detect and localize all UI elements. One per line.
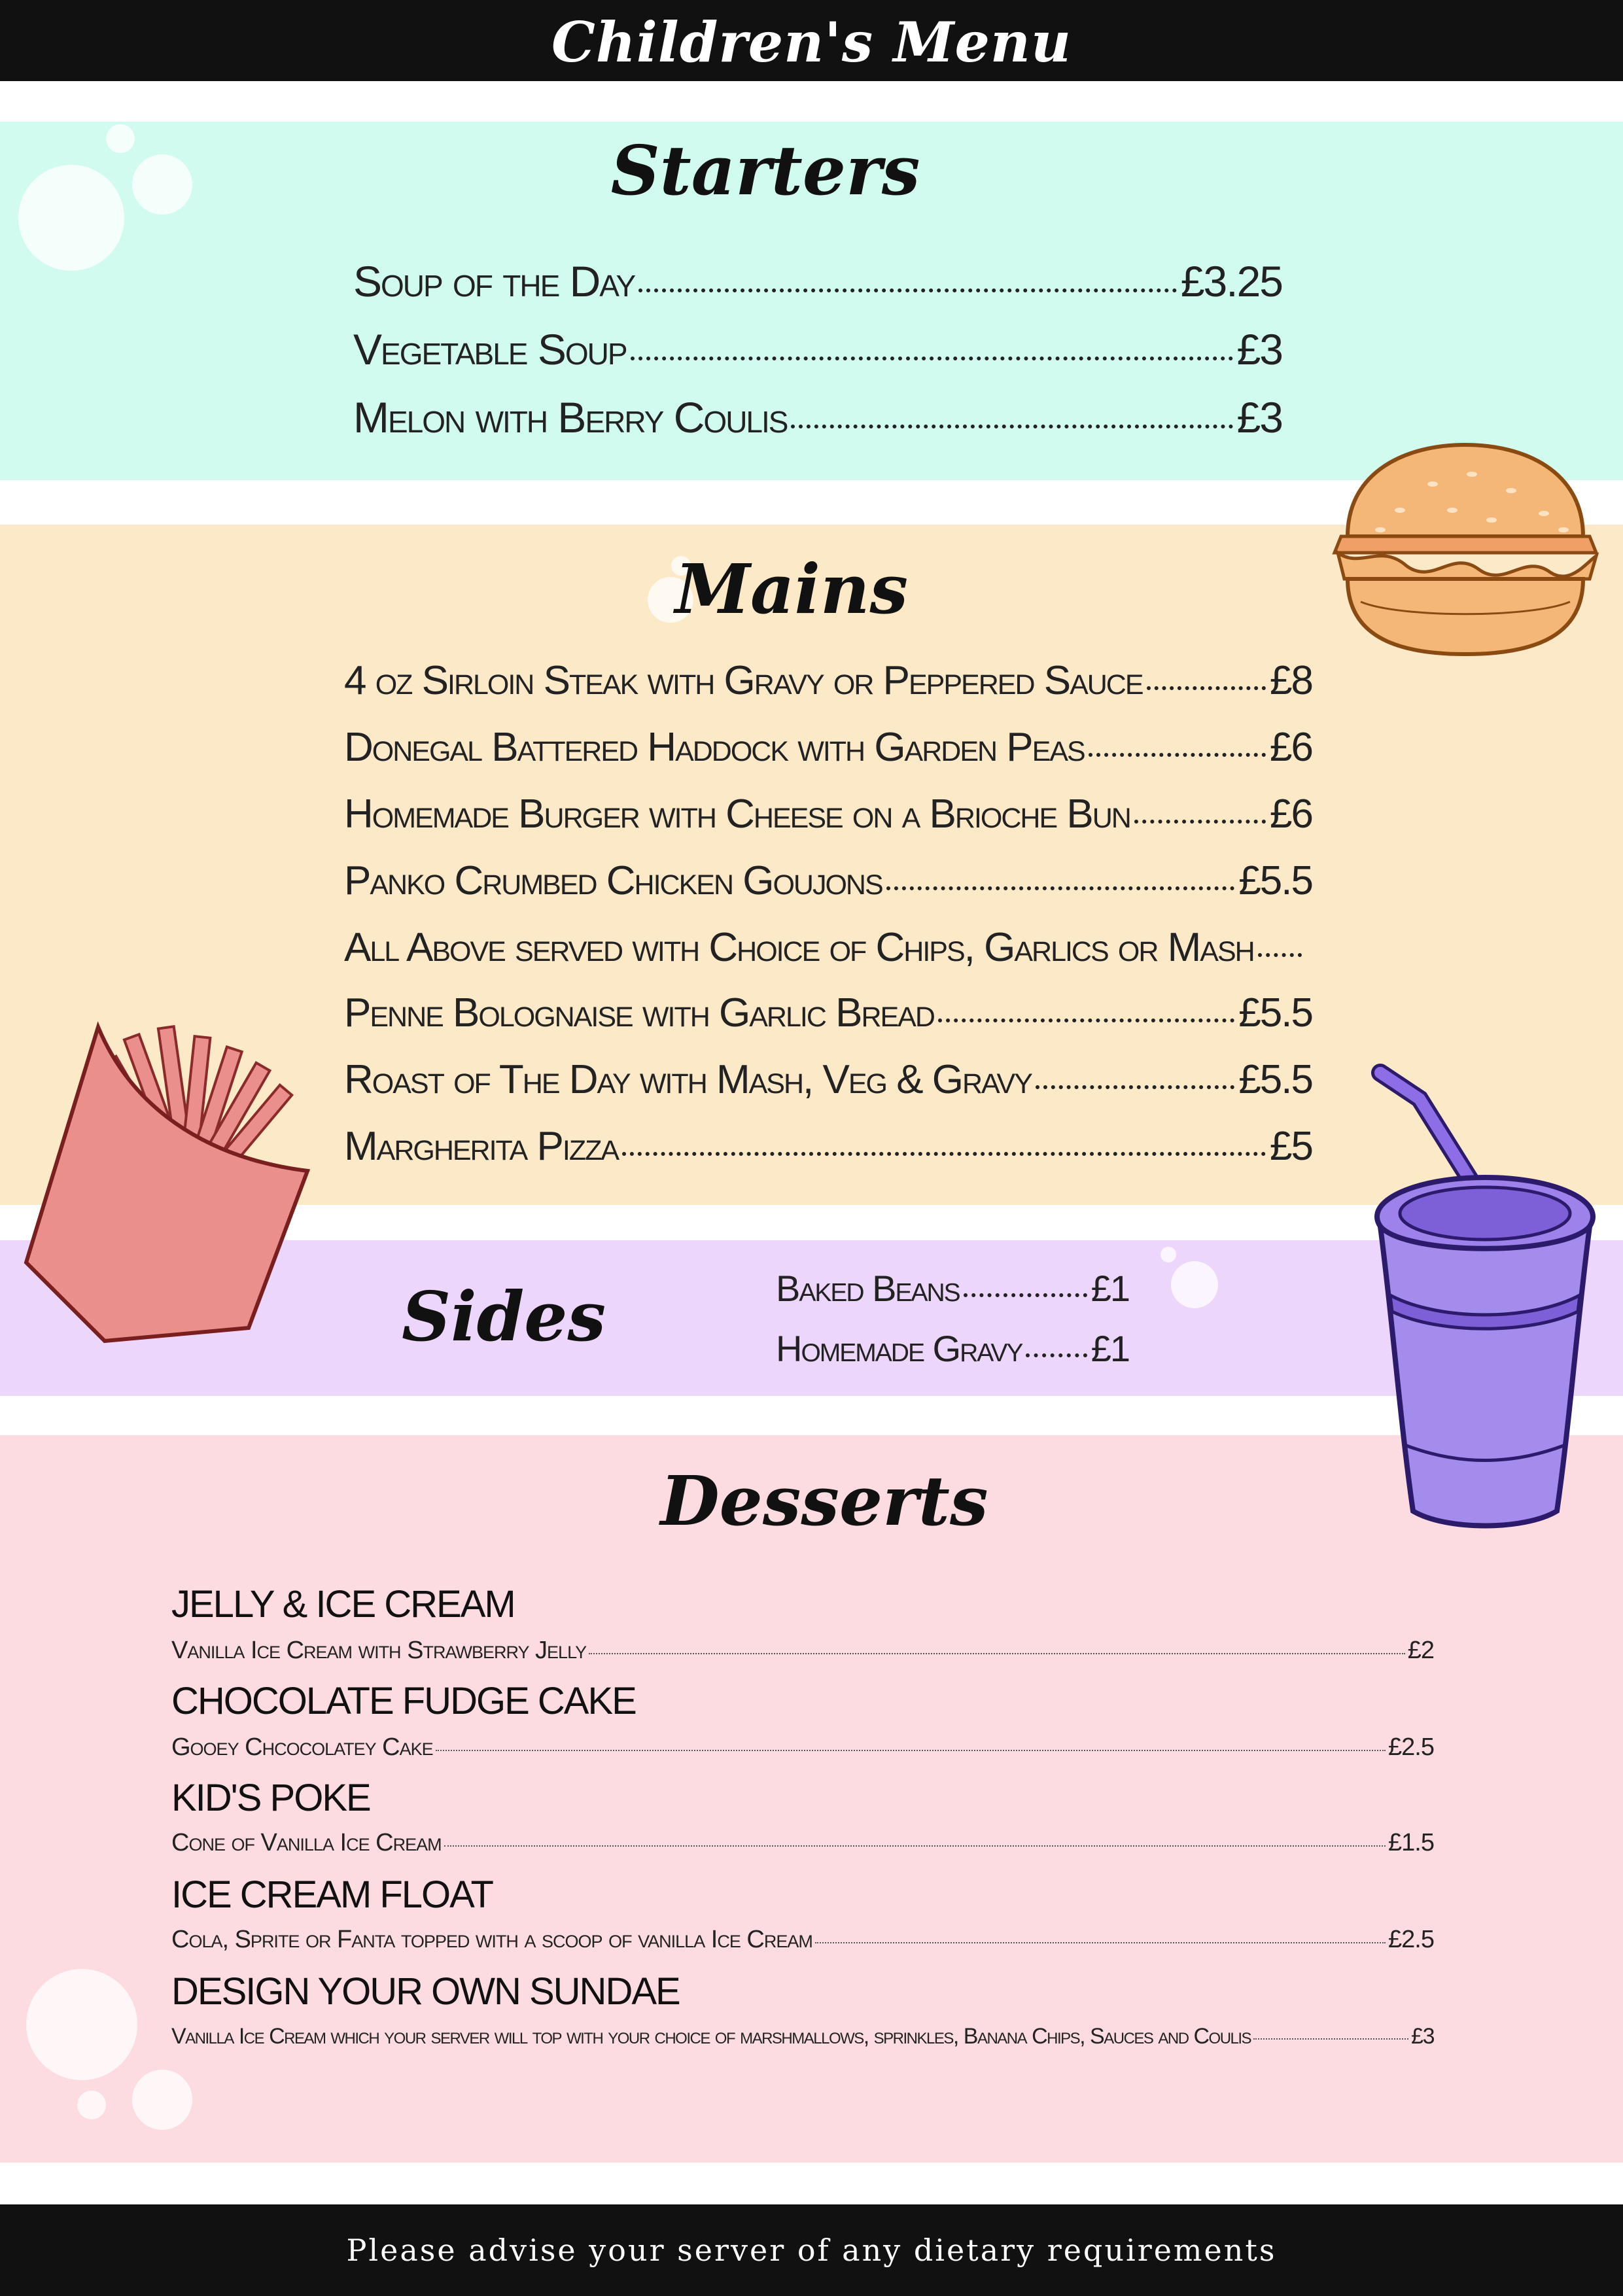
- item-name: Donegal Battered Haddock with Garden Peas: [344, 725, 1085, 770]
- menu-item-row: [344, 1117, 1312, 1176]
- item-name: Soup of the Day: [353, 257, 635, 305]
- item-name: Margherita Pizza: [344, 1124, 619, 1169]
- item-price: £5.5: [1238, 858, 1312, 903]
- mains-heading: Mains: [674, 549, 909, 629]
- item-price: £6: [1270, 725, 1312, 770]
- dessert-price: £2.5: [1388, 1733, 1434, 1761]
- item-name: 4 oz Sirloin Steak with Gravy or Peppered Sauce: [344, 658, 1143, 703]
- item-price: £5.5: [1238, 990, 1312, 1035]
- dot-leader: [1089, 753, 1266, 757]
- bubble-decoration: [132, 2070, 192, 2130]
- bubble-decoration: [1171, 1261, 1218, 1308]
- item-name: Melon with Berry Coulis: [353, 393, 788, 442]
- burger-icon: [1321, 438, 1609, 674]
- bubble-decoration: [18, 165, 124, 271]
- dessert-title: CHOCOLATE FUDGE CAKE: [171, 1680, 636, 1722]
- item-price: £5.5: [1238, 1057, 1312, 1102]
- menu-item-row: [344, 984, 1312, 1043]
- dessert-description: Vanilla Ice Cream with Strawberry Jelly: [171, 1637, 587, 1664]
- menu-item-row: [776, 1323, 1129, 1375]
- dot-leader: [631, 357, 1233, 360]
- item-name: Panko Crumbed Chicken Goujons: [344, 858, 882, 903]
- dessert-price: £3: [1411, 2024, 1434, 2049]
- dessert-title: ICE CREAM FLOAT: [171, 1873, 493, 1916]
- bubble-decoration: [1161, 1247, 1176, 1262]
- item-price: £5: [1270, 1124, 1312, 1169]
- footer-notice: Please advise your server of any dietary requirements: [346, 2233, 1277, 2268]
- dot-leader: [444, 1845, 1386, 1847]
- dot-leader: [815, 1942, 1386, 1943]
- dot-leader: [1134, 820, 1266, 824]
- item-price: £3: [1236, 393, 1282, 442]
- bubble-decoration: [26, 1969, 137, 2080]
- dot-leader: [638, 288, 1177, 292]
- menu-item-row: [353, 251, 1282, 311]
- menu-title: Children's Menu: [551, 10, 1072, 75]
- item-price: £1: [1091, 1328, 1129, 1369]
- dessert-price: £2.5: [1388, 1926, 1434, 1953]
- item-price: £1: [1091, 1268, 1129, 1309]
- dessert-desc-row: [171, 1923, 1434, 1956]
- menu-item-row: [353, 387, 1282, 447]
- item-name: Homemade Burger with Cheese on a Brioche Bun: [344, 791, 1130, 837]
- dot-leader: [938, 1018, 1234, 1022]
- menu-item-row: [776, 1262, 1129, 1315]
- dessert-price: £1.5: [1388, 1829, 1434, 1856]
- bubble-decoration: [77, 2091, 106, 2119]
- item-price: £3.25: [1180, 257, 1282, 305]
- item-name: Baked Beans: [776, 1268, 960, 1309]
- item-price: £3: [1236, 325, 1282, 374]
- dessert-description: Vanilla Ice Cream which your server will top with your choice of marshmallows, sprinkles, Banana Chips, Sauces and Coulis: [171, 2024, 1251, 2049]
- item-price: £6: [1270, 791, 1312, 837]
- dessert-title: DESIGN YOUR OWN SUNDAE: [171, 1970, 680, 2013]
- dot-leader: [1036, 1085, 1234, 1089]
- fries-icon: [13, 1007, 301, 1348]
- dessert-desc-row: [171, 1731, 1434, 1764]
- dot-leader: [1253, 2038, 1408, 2040]
- dot-leader: [1026, 1353, 1087, 1357]
- menu-item-row: [344, 718, 1312, 777]
- dot-leader: [436, 1750, 1386, 1751]
- dessert-title: KID'S POKE: [171, 1777, 370, 1819]
- dot-leader: [622, 1152, 1266, 1156]
- dessert-desc-row: [171, 1826, 1434, 1859]
- dot-leader: [964, 1293, 1087, 1297]
- starters-heading: Starters: [610, 130, 920, 211]
- desserts-heading: Desserts: [660, 1461, 988, 1541]
- dessert-desc-row: [171, 1634, 1434, 1667]
- menu-item-row: [344, 918, 1306, 977]
- item-name: All Above served with Choice of Chips, Garlics or Mash: [344, 925, 1254, 970]
- menu-item-row: [344, 1051, 1312, 1109]
- item-name: Homemade Gravy: [776, 1328, 1022, 1369]
- item-price: £8: [1270, 658, 1312, 703]
- item-name: Vegetable Soup: [353, 325, 627, 374]
- menu-item-row: [344, 652, 1312, 710]
- dot-leader: [1147, 686, 1266, 690]
- drink-cup-icon: [1367, 1053, 1603, 1537]
- item-name: Penne Bolognaise with Garlic Bread: [344, 990, 934, 1035]
- menu-item-row: [344, 852, 1312, 911]
- sides-heading: Sides: [401, 1276, 606, 1357]
- menu-item-row: [353, 319, 1282, 379]
- dessert-description: Cone of Vanilla Ice Cream: [171, 1829, 442, 1856]
- dot-leader: [1258, 953, 1302, 957]
- bubble-decoration: [132, 154, 192, 215]
- dessert-desc-row: [171, 2020, 1434, 2053]
- dessert-description: Cola, Sprite or Fanta topped with a scoop of vanilla Ice Cream: [171, 1926, 812, 1953]
- dessert-price: £2: [1407, 1637, 1434, 1664]
- dessert-description: Gooey Chcocolatey Cake: [171, 1733, 433, 1761]
- bubble-decoration: [106, 124, 135, 153]
- dessert-title: JELLY & ICE CREAM: [171, 1583, 515, 1626]
- item-name: Roast of The Day with Mash, Veg & Gravy: [344, 1057, 1032, 1102]
- dot-leader: [791, 425, 1232, 428]
- dot-leader: [589, 1653, 1405, 1654]
- menu-item-row: [344, 785, 1312, 844]
- dot-leader: [886, 886, 1235, 890]
